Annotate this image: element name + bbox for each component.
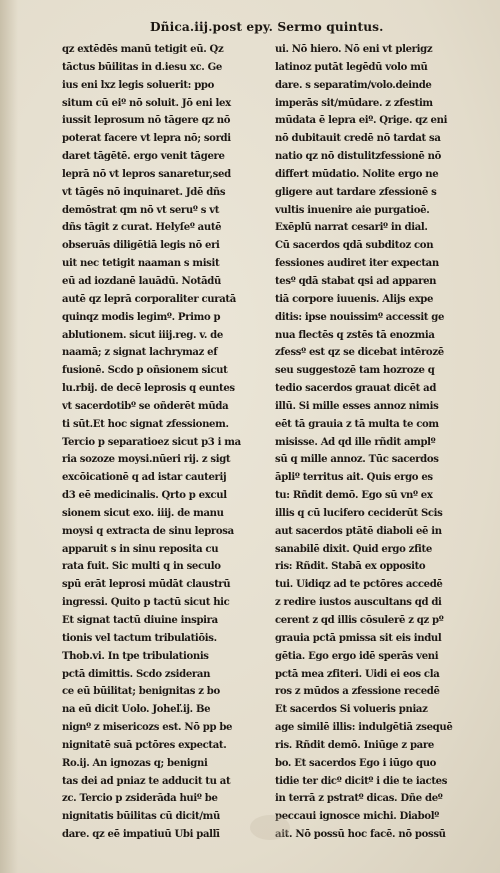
left-column-line: nignitatis būilitas cū dicit/mū: [62, 811, 220, 823]
right-column-line: misisse. Ad qd ille rñdit amplº: [275, 436, 436, 448]
left-column-line: uit nec tetigit naaman s misit: [62, 258, 220, 270]
left-column: [62, 41, 259, 844]
left-column-line: ius eni lxz legis soluerit: ppo: [62, 79, 214, 91]
right-column-line: zfessº est qz se dicebat intērozē: [275, 347, 444, 359]
right-column-line: tedio sacerdos grauat dicēt ad: [275, 383, 437, 395]
left-column-line: dñs tāgit z curat. Helyſeº autē: [62, 222, 222, 234]
left-column-line: tionis vel tactum tribulatiōis.: [62, 632, 217, 644]
right-column-line: Cū sacerdos qdā subditoz con: [275, 240, 434, 252]
right-column-line: sanabilē dixit. Quid ergo zfite: [275, 543, 432, 555]
left-column-line: obseruās diligētiā legis nō eri: [62, 240, 220, 252]
right-column-line: mūdata ē lepra eiº. Qrige. qz eni: [275, 115, 448, 127]
left-column-line: Tercio p separatioez sicut p3 i ma: [62, 436, 241, 448]
right-column-line: fessiones audiret iter expectan: [275, 258, 439, 270]
left-column-line: ingressi. Quito p tactū sicut hic: [62, 597, 230, 609]
left-column-line: lu.rbij. de decē leprosis q euntes: [62, 383, 235, 395]
left-column-line: moysi q extracta de sinu leprosa: [62, 525, 234, 537]
left-column-line: ablutionem. sicut iiij.reg. v. de: [62, 329, 223, 341]
right-column-line: peccaui ignosce michi. Diabolº: [275, 811, 439, 823]
left-column-line: autē qz leprā corporaliter curatā: [62, 293, 236, 305]
left-column-line: ria sozoze moysi.nūeri rij. z sigt: [62, 454, 231, 466]
left-column-line: nignitatē suā pctōres expectat.: [62, 739, 227, 751]
right-column-line: seu suggestozē tam hozroze q: [275, 365, 435, 377]
left-column-line: poterat facere vt lepra nō; sordi: [62, 133, 231, 145]
page-stain: [250, 815, 290, 840]
right-column-line: tidie ter dicº dicitº i die te iactes: [275, 775, 448, 787]
right-column-line: tui. Uidiqz ad te pctōres accedē: [275, 579, 443, 591]
right-column: [275, 41, 475, 844]
right-column-line: cerent z qd illis cōsulerē z qz pº: [275, 615, 444, 626]
right-column-line: tu: Rñdit demō. Ego sū vnº ex: [275, 490, 433, 502]
right-column-line: illis q cū lucifero ceciderūt Scis: [275, 507, 443, 519]
right-column-line: ui. Nō hiero. Nō eni vt plerigz: [275, 44, 433, 55]
right-column-line: ris: Rñdit. Stabā ex opposito: [275, 561, 426, 573]
right-column-line: Exēplū narrat cesariº in dial.: [275, 222, 428, 234]
right-column-line: nua flectēs q zstēs tā enozmia: [275, 329, 435, 341]
right-column-line: aut sacerdos ptātē diaboli eē in: [275, 525, 442, 537]
left-column-line: tāctus būilitas in d.iesu xc. Ge: [62, 61, 222, 73]
left-column-line: na eū dicit Uolo. Joheľ.ij. Be: [62, 704, 211, 716]
left-column-line: eū ad iozdanē lauādū. Notādū: [62, 275, 221, 287]
left-column-line: vt tāgēs nō inquinaret. Jdē dñs: [62, 186, 226, 198]
running-head: Dñica.iij.post epy. Sermo quintus.: [150, 20, 384, 34]
left-column-line: sionem sicut exo. iiij. de manu: [62, 507, 224, 519]
left-column-line: qz extēdēs manū tetigit eū. Qz: [62, 44, 224, 55]
right-column-line: tiā corpore iuuenis. Alijs expe: [275, 293, 434, 305]
left-column-line: iussit leprosum nō tāgere qz nō: [62, 115, 231, 127]
right-column-line: z redire iustos auscultans qd di: [275, 597, 442, 609]
right-column-line: in terrā z pstratº dicas. Dñe deº: [275, 793, 443, 805]
right-column-line: bo. Et sacerdos Ego i iūgo quo: [275, 757, 437, 769]
left-column-line: fusionē. Scdo p oñsionem sicut: [62, 365, 228, 377]
left-column-line: daret tāgētē. ergo venit tāgere: [62, 151, 225, 163]
left-column-line: d3 eē medicinalis. Qrto p excul: [62, 490, 227, 502]
left-column-line: zc. Tercio p zsiderāda huiº be: [62, 793, 218, 805]
right-column-line: eēt tā grauia z tā multa te com: [275, 418, 439, 430]
right-column-line: ditis: ipse nouissimº accessit ge: [275, 311, 445, 323]
right-column-line: dare. s separatim/volo.deinde: [275, 79, 432, 91]
left-column-line: Thob.vi. In tpe tribulationis: [62, 650, 209, 662]
left-column-line: ce eū būilitat; benignitas z bo: [62, 686, 220, 698]
right-column-line: gētia. Ego ergo idē sperās veni: [275, 650, 439, 662]
right-column-line: tesº qdā stabat qsi ad apparen: [275, 275, 437, 287]
gutter-shadow: [0, 0, 18, 873]
right-column-line: natio qz nō distulitzfessionē nō: [275, 151, 441, 163]
left-column-line: naamā; z signat lachrymaz ef: [62, 347, 218, 359]
right-column-line: ait. Nō possū hoc facē. nō possū: [275, 829, 446, 841]
right-column-line: vultis inuenire aie purgatioē.: [275, 204, 430, 216]
right-column-line: ris. Rñdit demō. Iniūge z pare: [275, 739, 434, 751]
left-column-line: excōicationē q ad istar cauterij: [62, 472, 227, 484]
left-column-line: demōstrat qm nō vt seruº s vt: [62, 204, 220, 216]
left-column-line: rata fuit. Sic multi q in seculo: [62, 561, 221, 573]
right-column-line: pctā mea zfiteri. Uidi ei eos cla: [275, 668, 440, 680]
left-column-line: vt sacerdotibº se oñderēt mūda: [62, 400, 229, 412]
left-column-line: ti sūt.Et hoc signat zfessionem.: [62, 418, 229, 430]
left-column-line: dare. qz eē impatiuū Ubi pallī: [62, 829, 220, 841]
left-column-line: Ro.ij. An ignozas q; benigni: [62, 757, 208, 769]
left-column-line: apparuit s in sinu reposita cu: [62, 543, 219, 555]
right-column-line: nō dubitauit credē nō tardat sa: [275, 133, 441, 145]
right-column-line: latinoz putāt legēdū volo mū: [275, 61, 428, 73]
left-column-line: situm cū eiº nō soluit. Jō eni lex: [62, 97, 231, 109]
right-column-line: Et sacerdos Si volueris pniaz: [275, 704, 428, 716]
right-column-line: sū q mille annoz. Tūc sacerdos: [275, 454, 439, 466]
left-column-line: quinqz modis legimº. Primo p: [62, 311, 221, 323]
left-column-line: tas dei ad pniaz te adducit tu at: [62, 775, 231, 787]
left-column-line: leprā nō vt lepros sanaretur,sed: [62, 168, 231, 180]
right-column-line: imperās sit/mūdare. z zfestim: [275, 97, 433, 109]
right-column-line: grauia pctā pmissa sit eis indul: [275, 632, 442, 644]
left-column-line: pctā dimittis. Scdo zsideran: [62, 668, 211, 680]
left-column-line: nignº z misericozs est. Nō pp be: [62, 722, 233, 734]
right-column-line: gligere aut tardare zfessionē s: [275, 186, 437, 198]
right-column-line: illū. Si mille esses annoz nimis: [275, 400, 439, 412]
right-column-line: āpliº territus ait. Quis ergo es: [275, 472, 433, 484]
right-column-line: differt mūdatio. Nolite ergo ne: [275, 168, 439, 180]
left-column-line: spū erāt leprosi mūdāt claustrū: [62, 579, 231, 591]
right-column-line: ros z mūdos a zfessione recedē: [275, 686, 440, 698]
right-column-line: age similē illis: indulgētiā zsequē: [275, 722, 453, 734]
left-column-line: Et signat tactū diuine inspira: [62, 615, 218, 626]
